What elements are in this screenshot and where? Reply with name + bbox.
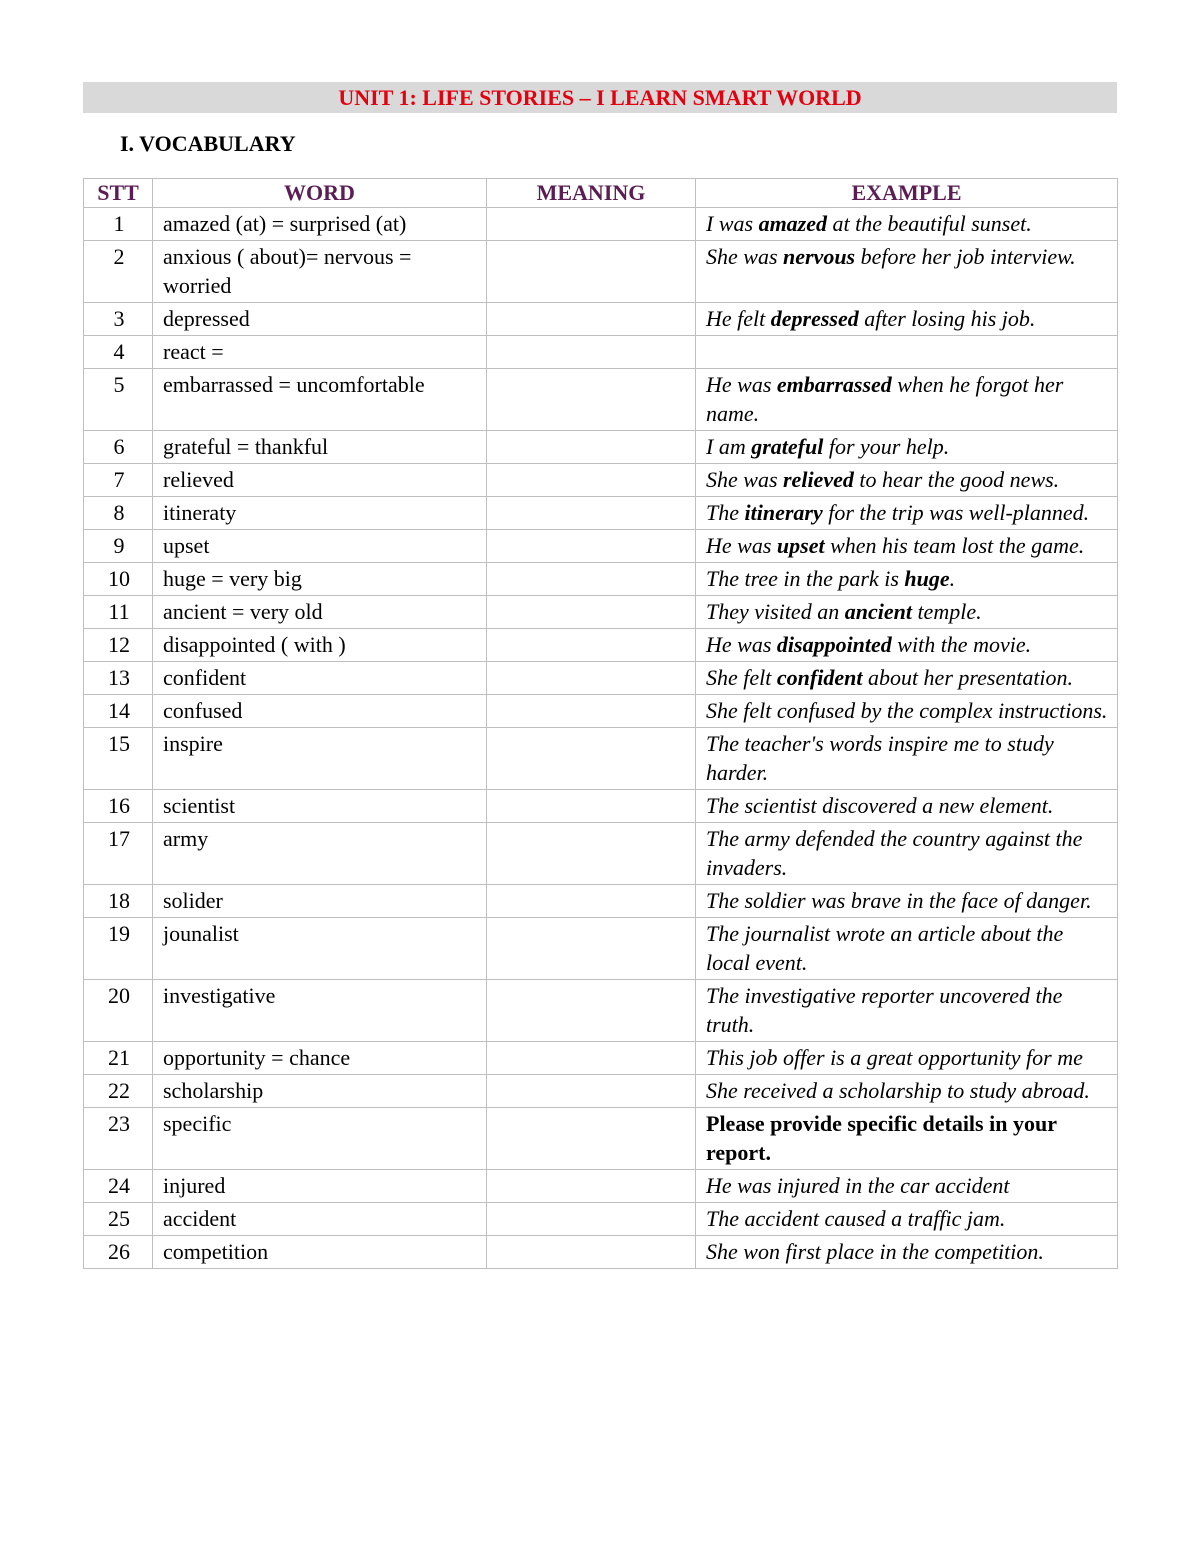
example-text-after: to hear the good news.: [853, 467, 1060, 492]
example-cell: [696, 629, 1118, 662]
example-cell: [696, 823, 1118, 885]
example-keyword: itinerary: [744, 500, 823, 525]
table-row: [84, 728, 1118, 790]
example-cell: [696, 1042, 1118, 1075]
word-cell: investigative: [153, 980, 487, 1042]
table-row: [84, 1075, 1118, 1108]
example-text-before: She felt: [706, 665, 777, 690]
vocabulary-table: [83, 178, 1118, 1269]
example-text-after: when his team lost the game.: [824, 533, 1085, 558]
example-text-before: The scientist discovered a new element.: [706, 793, 1054, 818]
example-cell: [696, 208, 1118, 241]
word-cell: huge = very big: [153, 563, 487, 596]
document-page: [83, 82, 1117, 1264]
row-number: 8: [84, 497, 153, 530]
example-cell: [696, 728, 1118, 790]
table-row: [84, 431, 1118, 464]
row-number: 20: [84, 980, 153, 1042]
table-row: [84, 241, 1118, 303]
table-row: [84, 629, 1118, 662]
example-text-before: He was: [706, 372, 777, 397]
example-cell: [696, 662, 1118, 695]
row-number: 10: [84, 563, 153, 596]
meaning-cell: [487, 208, 696, 241]
word-cell: army: [153, 823, 487, 885]
example-cell: [696, 885, 1118, 918]
row-number: 26: [84, 1236, 153, 1269]
table-row: [84, 695, 1118, 728]
meaning-cell: [487, 303, 696, 336]
example-cell: [696, 303, 1118, 336]
row-number: 11: [84, 596, 153, 629]
table-row: [84, 1236, 1118, 1269]
example-text-before: The soldier was brave in the face of danger.: [706, 888, 1092, 913]
unit-title: UNIT 1: LIFE STORIES – I LEARN SMART WORLD: [83, 82, 1117, 113]
header-meaning: MEANING: [487, 179, 696, 208]
meaning-cell: [487, 1170, 696, 1203]
example-text-before: He was injured in the car accident: [706, 1173, 1010, 1198]
example-text-before: He was: [706, 632, 777, 657]
example-text-after: about her presentation.: [862, 665, 1074, 690]
example-cell: [696, 336, 1118, 369]
example-cell: [696, 530, 1118, 563]
example-text-before: I am: [706, 434, 752, 459]
meaning-cell: [487, 1203, 696, 1236]
table-row: [84, 980, 1118, 1042]
row-number: 12: [84, 629, 153, 662]
row-number: 7: [84, 464, 153, 497]
example-cell: [696, 563, 1118, 596]
meaning-cell: [487, 464, 696, 497]
example-text-before: They visited an: [706, 599, 845, 624]
row-number: 13: [84, 662, 153, 695]
table-row: [84, 1203, 1118, 1236]
row-number: 17: [84, 823, 153, 885]
word-cell: competition: [153, 1236, 487, 1269]
example-text-after: before her job interview.: [855, 244, 1076, 269]
example-text-after: .: [949, 566, 956, 591]
table-row: [84, 303, 1118, 336]
word-cell: disappointed ( with ): [153, 629, 487, 662]
meaning-cell: [487, 431, 696, 464]
word-cell: upset: [153, 530, 487, 563]
word-cell: anxious ( about)= nervous = worried: [153, 241, 487, 303]
example-keyword: disappointed: [776, 632, 892, 657]
example-text-before: Please provide specific details in your report.: [706, 1111, 1057, 1165]
meaning-cell: [487, 1075, 696, 1108]
example-cell: [696, 695, 1118, 728]
example-text-after: at the beautiful sunset.: [827, 211, 1032, 236]
meaning-cell: [487, 369, 696, 431]
table-row: [84, 1108, 1118, 1170]
row-number: 23: [84, 1108, 153, 1170]
example-text-before: The investigative reporter uncovered the truth.: [706, 983, 1063, 1037]
section-heading: I. VOCABULARY: [120, 131, 296, 156]
row-number: 2: [84, 241, 153, 303]
row-number: 15: [84, 728, 153, 790]
meaning-cell: [487, 336, 696, 369]
meaning-cell: [487, 918, 696, 980]
example-text-before: The tree in the park is: [706, 566, 905, 591]
example-text-before: The army defended the country against the invaders.: [706, 826, 1083, 880]
header-word: WORD: [153, 179, 487, 208]
table-row: [84, 497, 1118, 530]
row-number: 16: [84, 790, 153, 823]
word-cell: depressed: [153, 303, 487, 336]
example-cell: [696, 497, 1118, 530]
word-cell: accident: [153, 1203, 487, 1236]
word-cell: ancient = very old: [153, 596, 487, 629]
example-text-before: The: [706, 500, 745, 525]
word-cell: confident: [153, 662, 487, 695]
example-text-before: The accident caused a traffic jam.: [706, 1206, 1006, 1231]
word-cell: jounalist: [153, 918, 487, 980]
table-row: [84, 1170, 1118, 1203]
example-text-after: for the trip was well-planned.: [822, 500, 1090, 525]
example-cell: [696, 1170, 1118, 1203]
word-cell: itineraty: [153, 497, 487, 530]
example-keyword: depressed: [770, 306, 859, 331]
example-text-after: when he forgot her name.: [706, 372, 1064, 426]
meaning-cell: [487, 1108, 696, 1170]
row-number: 6: [84, 431, 153, 464]
example-text-after: with the movie.: [891, 632, 1032, 657]
table-row: [84, 336, 1118, 369]
example-text-before: She won first place in the competition.: [706, 1239, 1044, 1264]
example-cell: [696, 369, 1118, 431]
example-cell: [696, 918, 1118, 980]
example-text-after: after losing his job.: [858, 306, 1036, 331]
table-row: [84, 662, 1118, 695]
word-cell: amazed (at) = surprised (at): [153, 208, 487, 241]
meaning-cell: [487, 241, 696, 303]
example-text-before: She was: [706, 244, 783, 269]
header-example: EXAMPLE: [696, 179, 1118, 208]
word-cell: grateful = thankful: [153, 431, 487, 464]
example-cell: [696, 1108, 1118, 1170]
word-cell: inspire: [153, 728, 487, 790]
example-text-before: He felt: [706, 306, 771, 331]
word-cell: scholarship: [153, 1075, 487, 1108]
row-number: 1: [84, 208, 153, 241]
meaning-cell: [487, 728, 696, 790]
word-cell: react =: [153, 336, 487, 369]
example-text-before: The teacher's words inspire me to study harder.: [706, 731, 1054, 785]
example-cell: [696, 431, 1118, 464]
table-row: [84, 1042, 1118, 1075]
example-cell: [696, 464, 1118, 497]
meaning-cell: [487, 980, 696, 1042]
row-number: 22: [84, 1075, 153, 1108]
row-number: 18: [84, 885, 153, 918]
meaning-cell: [487, 823, 696, 885]
example-keyword: grateful: [751, 434, 824, 459]
meaning-cell: [487, 497, 696, 530]
meaning-cell: [487, 530, 696, 563]
example-text-after: temple.: [911, 599, 982, 624]
example-cell: [696, 1075, 1118, 1108]
word-cell: specific: [153, 1108, 487, 1170]
meaning-cell: [487, 563, 696, 596]
row-number: 24: [84, 1170, 153, 1203]
meaning-cell: [487, 790, 696, 823]
example-text-before: This job offer is a great opportunity for me: [706, 1045, 1083, 1070]
row-number: 19: [84, 918, 153, 980]
table-row: [84, 464, 1118, 497]
word-cell: injured: [153, 1170, 487, 1203]
table-row: [84, 790, 1118, 823]
row-number: 25: [84, 1203, 153, 1236]
table-row: [84, 563, 1118, 596]
example-keyword: ancient: [844, 599, 912, 624]
example-cell: [696, 241, 1118, 303]
example-keyword: amazed: [758, 211, 828, 236]
example-keyword: nervous: [783, 244, 856, 269]
table-row: [84, 208, 1118, 241]
table-row: [84, 918, 1118, 980]
example-keyword: relieved: [783, 467, 854, 492]
table-row: [84, 530, 1118, 563]
example-text-before: He was: [706, 533, 777, 558]
meaning-cell: [487, 1042, 696, 1075]
table-row: [84, 369, 1118, 431]
header-stt: STT: [84, 179, 153, 208]
word-cell: relieved: [153, 464, 487, 497]
row-number: 4: [84, 336, 153, 369]
table-row: [84, 823, 1118, 885]
meaning-cell: [487, 885, 696, 918]
example-cell: [696, 1203, 1118, 1236]
meaning-cell: [487, 662, 696, 695]
word-cell: confused: [153, 695, 487, 728]
example-text-after: for your help.: [823, 434, 950, 459]
table-row: [84, 885, 1118, 918]
word-cell: scientist: [153, 790, 487, 823]
row-number: 5: [84, 369, 153, 431]
row-number: 14: [84, 695, 153, 728]
example-keyword: embarrassed: [776, 372, 892, 397]
example-keyword: confident: [776, 665, 863, 690]
word-cell: solider: [153, 885, 487, 918]
example-text-before: She felt confused by the complex instructions.: [706, 698, 1108, 723]
row-number: 21: [84, 1042, 153, 1075]
meaning-cell: [487, 596, 696, 629]
example-keyword: upset: [776, 533, 825, 558]
table-body: [84, 208, 1118, 1269]
meaning-cell: [487, 695, 696, 728]
example-cell: [696, 980, 1118, 1042]
example-cell: [696, 596, 1118, 629]
example-cell: [696, 1236, 1118, 1269]
example-keyword: huge: [904, 566, 950, 591]
row-number: 9: [84, 530, 153, 563]
table-row: [84, 596, 1118, 629]
row-number: 3: [84, 303, 153, 336]
example-text-before: I was: [706, 211, 759, 236]
table-header-row: [84, 179, 1118, 208]
meaning-cell: [487, 629, 696, 662]
example-text-before: She received a scholarship to study abroad.: [706, 1078, 1090, 1103]
example-text-before: She was: [706, 467, 783, 492]
word-cell: opportunity = chance: [153, 1042, 487, 1075]
example-text-before: The journalist wrote an article about the local event.: [706, 921, 1064, 975]
meaning-cell: [487, 1236, 696, 1269]
word-cell: embarrassed = uncomfortable: [153, 369, 487, 431]
example-cell: [696, 790, 1118, 823]
